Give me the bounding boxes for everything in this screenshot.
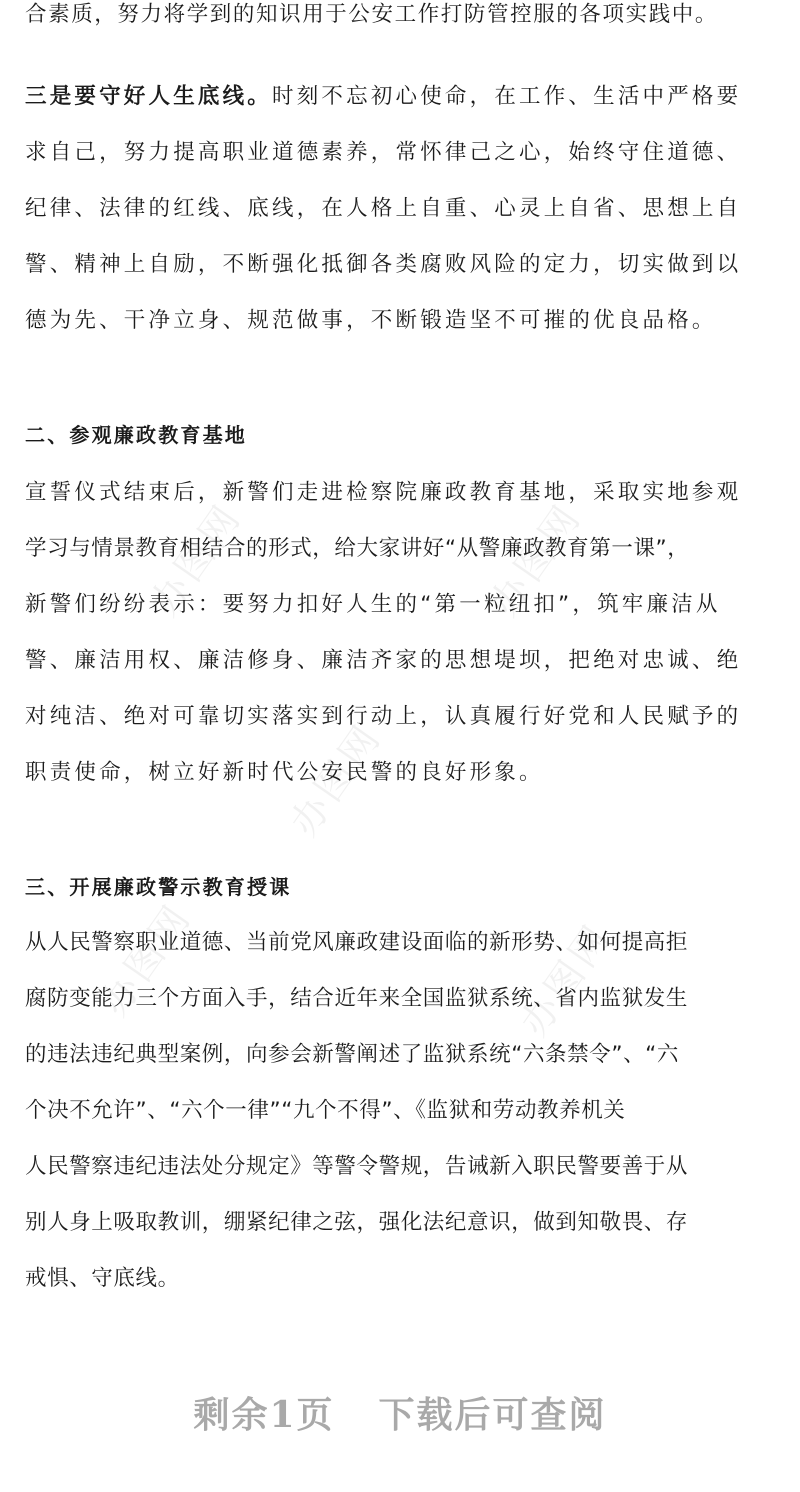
point3-lead: 三是要守好人生底线。 — [25, 84, 273, 109]
section2-line-5: 对纯洁、绝对可靠切实落实到行动上，认真履行好党和人民赋予的 — [25, 704, 742, 729]
section3-heading: 三、开展廉政警示教育授课 — [25, 875, 292, 899]
watermark: 办图网 — [511, 915, 621, 1044]
point3-line-1-text: 时刻不忘初心使命，在工作、生活中严格要 — [272, 84, 742, 109]
intro-tail-line: 合素质，努力将学到的知识用于公安工作打防管控服的各项实践中。 — [25, 2, 719, 27]
section2-line-1: 宣誓仪式结束后，新警们走进检察院廉政教育基地，采取实地参观 — [25, 480, 742, 505]
download-to-view-label: 下载后可查阅 — [378, 1394, 607, 1436]
section2-heading: 二、参观廉政教育基地 — [25, 423, 247, 447]
point3-line-3: 纪律、法律的红线、底线，在人格上自重、心灵上自省、思想上自 — [25, 196, 742, 221]
point3-line-4: 警、精神上自励，不断强化抵御各类腐败风险的定力，切实做到以 — [25, 252, 742, 277]
section2-line-2: 学习与情景教育相结合的形式，给大家讲好“从警廉政教育第一课”， — [25, 536, 690, 561]
section2-line-6: 职责使命，树立好新时代公安民警的良好形象。 — [25, 760, 544, 785]
watermark: 办图网 — [481, 495, 591, 624]
watermark: 办图网 — [91, 895, 201, 1024]
section3-line-1: 从人民警察职业道德、当前党风廉政建设面临的新形势、如何提高拒 — [25, 930, 689, 955]
section3-line-2: 腐防变能力三个方面入手，结合近年来全国监狱系统、省内监狱发生 — [25, 986, 689, 1011]
section2-line-4: 警、廉洁用权、廉洁修身、廉洁齐家的思想堤坝，把绝对忠诚、绝 — [25, 648, 742, 673]
point3-line-5: 德为先、干净立身、规范做事，不断锻造坚不可摧的优良品格。 — [25, 308, 717, 333]
watermark: 办图网 — [281, 715, 391, 844]
point3-line-2: 求自己，努力提高职业道德素养，常怀律己之心，始终守住道德、 — [25, 140, 742, 165]
section3-line-7: 戒惧、守底线。 — [25, 1266, 180, 1291]
remaining-pages-label: 剩余1页 — [193, 1394, 335, 1436]
section3-line-6: 别人身上吸取教训，绷紧纪律之弦，强化法纪意识，做到知敬畏、存 — [25, 1210, 689, 1235]
point3-line-1 — [25, 82, 777, 112]
download-prompt[interactable] — [0, 1390, 800, 1440]
section2-line-3: 新警们纷纷表示：要努力扣好人生的“第一粒纽扣”，筑牢廉洁从 — [25, 592, 721, 617]
section3-line-3: 的违法违纪典型案例，向参会新警阐述了监狱系统“六条禁令”、“六 — [25, 1042, 680, 1067]
section3-line-5: 人民警察违纪违法处分规定》等警令警规，告诫新入职民警要善于从 — [25, 1154, 689, 1179]
watermark: 办图网 — [141, 495, 251, 624]
section3-line-4: 个决不允许”、“六个一律”“九个不得”、《监狱和劳动教养机关 — [25, 1098, 626, 1123]
